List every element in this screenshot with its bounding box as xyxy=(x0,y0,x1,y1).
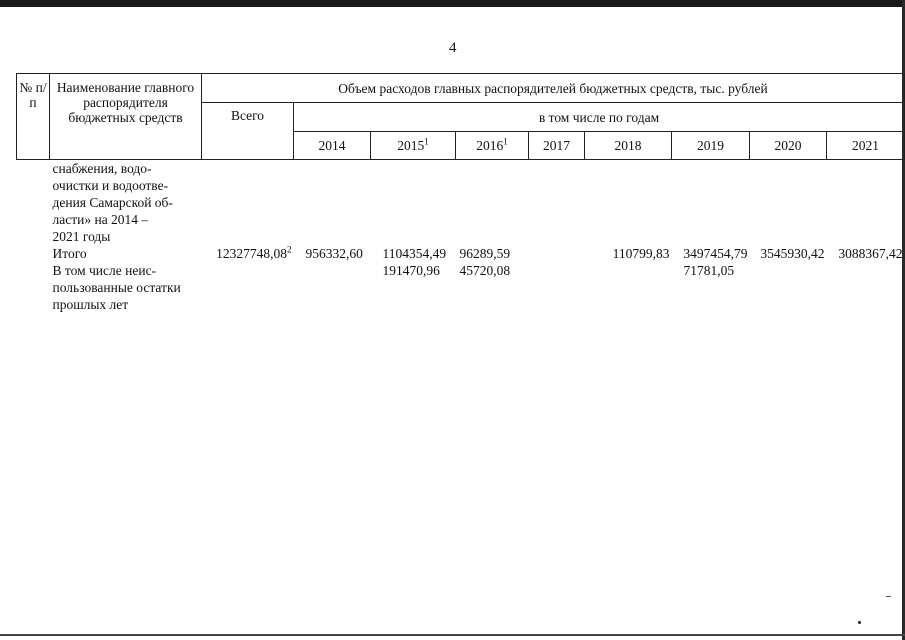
table-row xyxy=(17,160,905,246)
row-number-cell xyxy=(17,262,50,313)
header-year: 2014 xyxy=(294,132,371,160)
unused-row-value: 71781,05 xyxy=(683,263,735,278)
page-number: 4 xyxy=(449,40,457,56)
header-year: 2019 xyxy=(672,132,750,160)
total-row-grand-total: 12327748,08$^2$ xyxy=(216,244,292,261)
top-scan-border xyxy=(0,0,905,7)
unused-row-label: В том числе неис- пользованные остатки прошлых лет xyxy=(52,263,181,312)
total-row-value: 3088367,42 xyxy=(838,246,903,261)
table-row xyxy=(17,262,905,313)
program-name-continuation: снабжения, водо- очистки и водоотве- дения Самарской об- ласти» на 2014 – 2021 годы xyxy=(52,161,173,244)
total-row-value: 3545930,42 xyxy=(760,246,825,261)
scan-speck xyxy=(886,596,891,597)
header-by-years: в том числе по годам xyxy=(294,103,905,132)
empty-cells xyxy=(202,160,905,246)
total-row-value: 956332,60 xyxy=(305,246,363,261)
header-year: 2015$^1$ xyxy=(371,132,456,160)
header-col-name: Наименование главного распорядителя бюджетных средств xyxy=(50,74,202,160)
unused-row-value: 191470,96 xyxy=(382,263,440,278)
scan-speck xyxy=(858,621,861,624)
header-year: 2018 xyxy=(585,132,672,160)
unused-row-value xyxy=(294,262,371,313)
row-number-cell xyxy=(17,160,50,246)
total-row-value: 1104354,49 xyxy=(382,246,447,261)
unused-row-value xyxy=(529,262,585,313)
unused-row-value: 45720,08 xyxy=(459,263,511,278)
bottom-scan-border xyxy=(0,634,905,636)
header-year: 2020 xyxy=(750,132,827,160)
table-row xyxy=(17,245,905,262)
unused-row-value xyxy=(827,262,905,313)
header-col-number: № п/п xyxy=(17,74,50,160)
header-volume: Объем расходов главных распорядителей бюджетных средств, тыс. рублей xyxy=(202,74,905,103)
total-row-label: Итого xyxy=(52,246,87,261)
header-year: 2016$^1$ xyxy=(456,132,529,160)
budget-table xyxy=(16,73,905,313)
total-row-value: 96289,59 xyxy=(459,246,511,261)
total-row-value: 3497454,79 xyxy=(683,246,748,261)
header-year: 2017 xyxy=(529,132,585,160)
unused-row-total xyxy=(202,262,294,313)
unused-row-value xyxy=(750,262,827,313)
header-year: 2021 xyxy=(827,132,905,160)
row-number-cell xyxy=(17,245,50,262)
header-total: Всего xyxy=(202,103,294,160)
unused-row-value xyxy=(585,262,672,313)
total-row-value: 110799,83 xyxy=(612,246,670,261)
total-row-value xyxy=(529,245,585,262)
